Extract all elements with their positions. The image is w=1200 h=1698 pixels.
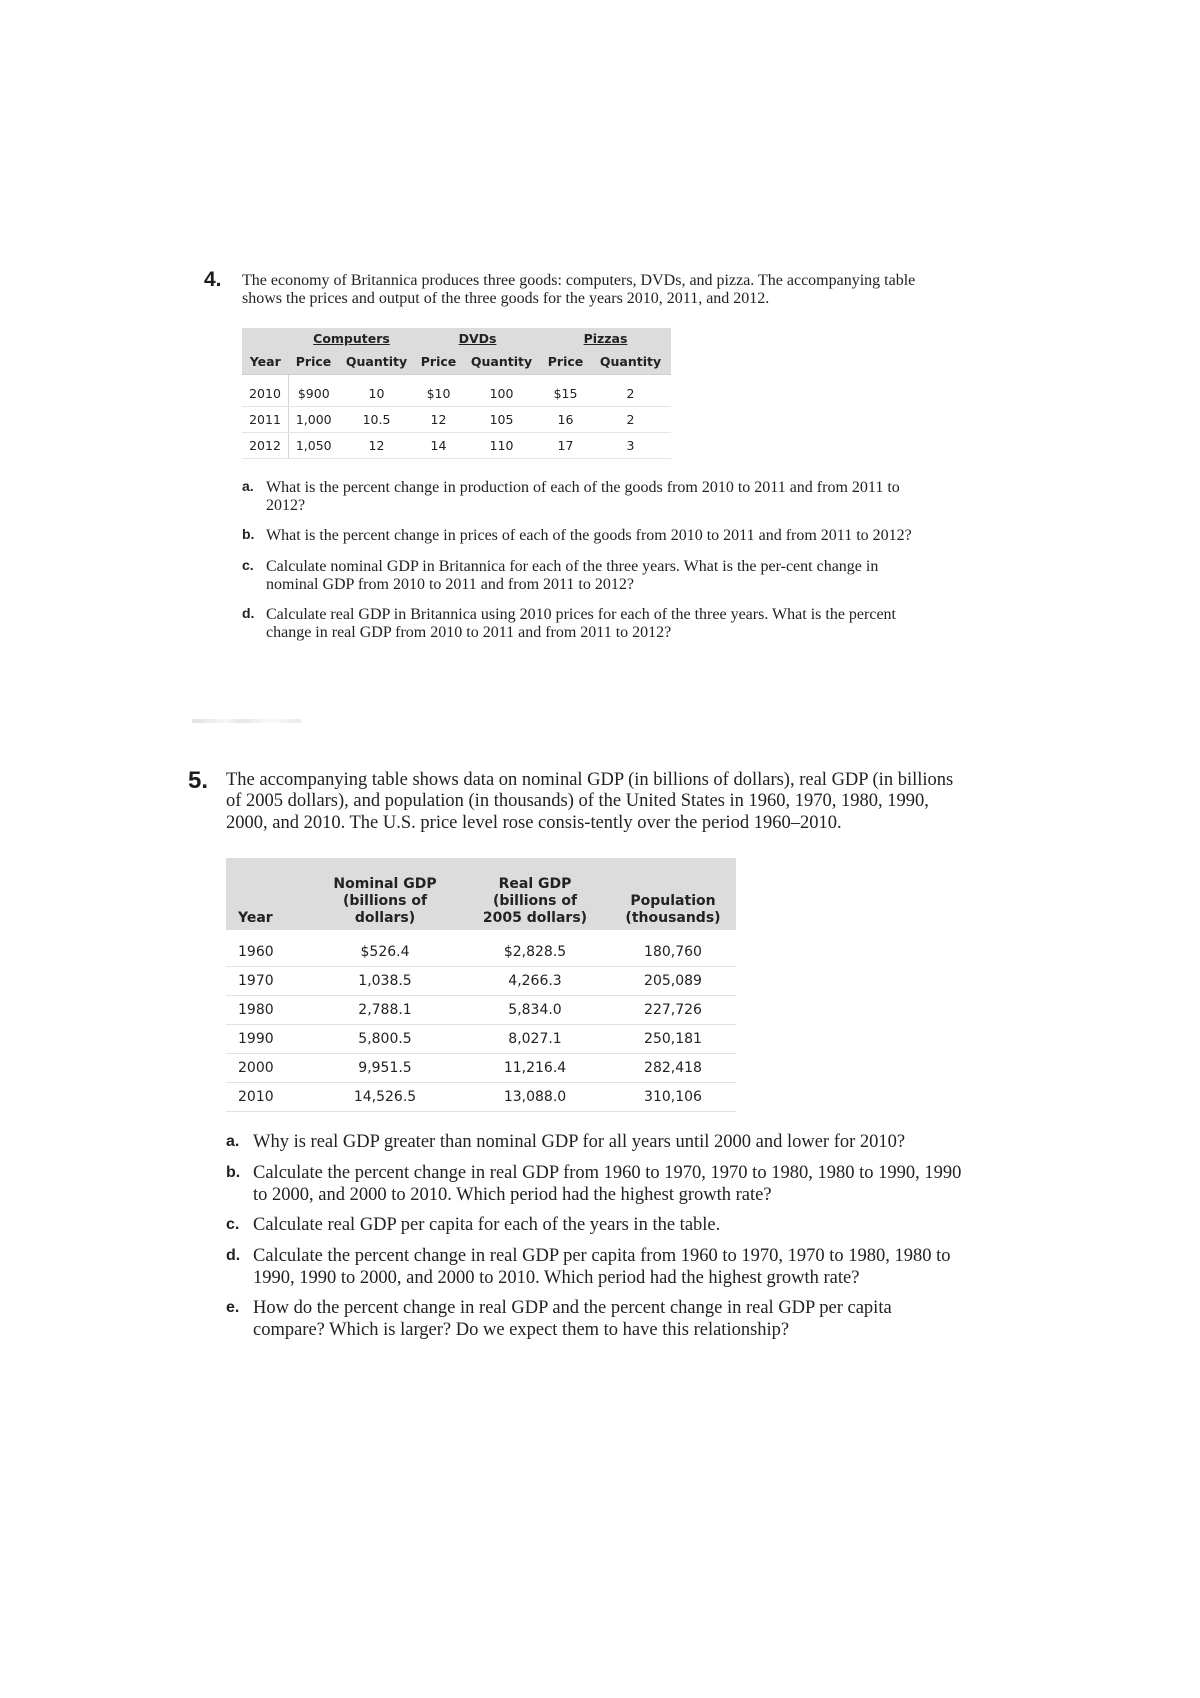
col-population — [610, 858, 736, 930]
col-price: Price — [541, 350, 591, 375]
question-item — [242, 479, 924, 515]
cell: 10 — [339, 374, 415, 406]
question-text: Calculate the percent change in real GDP from 1960 to 1970, 1970 to 1980, 1980 to 1990, 1990 to 2000, and 2000 to 2010. Which period had the highest growth rate? — [253, 1163, 962, 1205]
question-list — [226, 1132, 968, 1341]
table-row — [226, 967, 736, 996]
table-row — [242, 406, 671, 432]
question-label: a. — [226, 1133, 240, 1151]
question-text: What is the percent change in prices of each of the goods from 2010 to 2011 and from 2011 to 2012? — [266, 527, 912, 545]
question-label: b. — [226, 1164, 241, 1181]
cell: 1970 — [226, 967, 310, 996]
cell: 5,834.0 — [460, 996, 610, 1025]
cell: $10 — [415, 374, 463, 406]
cell: 105 — [463, 406, 541, 432]
header-line: Nominal GDP — [333, 875, 437, 892]
cell: 1,000 — [289, 406, 339, 432]
cell: 11,216.4 — [460, 1054, 610, 1083]
cell: 8,027.1 — [460, 1025, 610, 1054]
table-group-row — [242, 328, 671, 350]
question-label: c. — [242, 556, 254, 573]
cell: 9,951.5 — [310, 1054, 460, 1083]
question-item — [226, 1298, 968, 1341]
problem-4 — [204, 268, 924, 654]
question-item — [242, 558, 924, 594]
cell: 1960 — [226, 930, 310, 967]
question-item — [226, 1132, 968, 1154]
cell: 10.5 — [339, 406, 415, 432]
cell: 12 — [339, 432, 415, 458]
cell: 2010 — [226, 1083, 310, 1112]
cell: 16 — [541, 406, 591, 432]
cell: 2010 — [242, 374, 289, 406]
question-text: What is the percent change in production of each of the goods from 2010 to 2011 and from 2011 to 2012? — [266, 478, 900, 515]
cell: 14,526.5 — [310, 1083, 460, 1112]
question-item — [226, 1246, 968, 1289]
table-row — [242, 374, 671, 406]
scan-smudge — [192, 719, 302, 723]
cell: $900 — [289, 374, 339, 406]
cell: 2 — [591, 406, 671, 432]
cell: 17 — [541, 432, 591, 458]
col-quantity: Quantity — [463, 350, 541, 375]
table-row — [226, 1025, 736, 1054]
question-text: Calculate real GDP per capita for each of the years in the table. — [253, 1215, 721, 1236]
question-item — [226, 1215, 968, 1237]
col-quantity: Quantity — [339, 350, 415, 375]
cell: 227,726 — [610, 996, 736, 1025]
problem-intro: The accompanying table shows data on nominal GDP (in billions of dollars), real GDP (in billions of 2005 dollars), and population (in thousands) of the United States in 1960, 1970, 1980, 1990, 2000, and 2010. The U.S. price level rose consis-tently over the period 1960–2010. — [226, 770, 954, 833]
goods-table — [242, 328, 671, 459]
col-nominal-gdp — [310, 858, 460, 930]
cell: 12 — [415, 406, 463, 432]
cell: $526.4 — [310, 930, 460, 967]
table-row — [226, 930, 736, 967]
header-line: dollars) — [354, 909, 416, 926]
cell: 3 — [591, 432, 671, 458]
question-label: d. — [226, 1246, 241, 1264]
cell: 13,088.0 — [460, 1083, 610, 1112]
question-list — [242, 479, 924, 643]
table-row — [242, 432, 671, 458]
table-header-row — [226, 858, 736, 930]
cell: 2,788.1 — [310, 996, 460, 1025]
question-text: Why is real GDP greater than nominal GDP for all years until 2000 and lower for 2010? — [253, 1132, 906, 1153]
question-item — [242, 527, 924, 545]
cell: 4,266.3 — [460, 967, 610, 996]
question-text: Calculate nominal GDP in Britannica for each of the three years. What is the per-cent change in nominal GDP from 2010 to 2011 and from 2011 to 2012? — [266, 557, 879, 593]
problem-5 — [188, 767, 968, 1350]
gdp-table — [226, 858, 736, 1112]
cell: 2011 — [242, 406, 289, 432]
cell: 1,038.5 — [310, 967, 460, 996]
col-year: Year — [242, 350, 289, 375]
col-price: Price — [289, 350, 339, 375]
cell: 1980 — [226, 996, 310, 1025]
col-real-gdp — [460, 858, 610, 930]
cell: 5,800.5 — [310, 1025, 460, 1054]
question-label: c. — [226, 1216, 240, 1234]
cell: 310,106 — [610, 1083, 736, 1112]
header-line: (billions of — [492, 892, 578, 909]
question-text: Calculate real GDP in Britannica using 2010 prices for each of the three years. What is the percent change in real GDP from 2010 to 2011 and from 2011 to 2012? — [266, 605, 896, 642]
problem-number: 4. — [204, 268, 222, 291]
table-row — [226, 1054, 736, 1083]
header-line: 2005 dollars) — [482, 909, 588, 926]
table-row — [226, 1083, 736, 1112]
question-label: b. — [242, 526, 255, 543]
question-item — [226, 1163, 968, 1206]
cell: 1990 — [226, 1025, 310, 1054]
header-line: Real GDP — [498, 875, 572, 892]
group-computers: Computers — [313, 331, 390, 347]
cell: 100 — [463, 374, 541, 406]
problem-intro: The economy of Britannica produces three goods: computers, DVDs, and pizza. The accompanying table shows the prices and output of the three goods for the years 2010, 2011, and 2012. — [242, 272, 916, 307]
cell: $2,828.5 — [460, 930, 610, 967]
cell: $15 — [541, 374, 591, 406]
header-line: Year — [238, 909, 273, 926]
header-line: Population — [630, 892, 716, 909]
problem-number: 5. — [188, 767, 209, 794]
question-label: e. — [226, 1299, 240, 1317]
question-label: d. — [242, 604, 255, 621]
cell: 14 — [415, 432, 463, 458]
cell: 2012 — [242, 432, 289, 458]
cell: 180,760 — [610, 930, 736, 967]
col-year — [226, 858, 310, 930]
question-text: Calculate the percent change in real GDP per capita from 1960 to 1970, 1970 to 1980, 1980 to 1990, 1990 to 2000, and 2000 to 2010. Which period had the highest growth rate? — [253, 1245, 951, 1288]
question-label: a. — [242, 477, 254, 494]
question-item — [242, 606, 924, 642]
group-pizzas: Pizzas — [583, 331, 628, 347]
cell: 205,089 — [610, 967, 736, 996]
col-quantity: Quantity — [591, 350, 671, 375]
cell: 250,181 — [610, 1025, 736, 1054]
cell: 2000 — [226, 1054, 310, 1083]
table-header-row — [242, 350, 671, 375]
cell: 110 — [463, 432, 541, 458]
col-price: Price — [415, 350, 463, 375]
table-row — [226, 996, 736, 1025]
cell: 1,050 — [289, 432, 339, 458]
cell: 282,418 — [610, 1054, 736, 1083]
header-line: (billions of — [342, 892, 428, 909]
cell: 2 — [591, 374, 671, 406]
question-text: How do the percent change in real GDP and the percent change in real GDP per capita compare? Which is larger? Do we expect them to have this relationship? — [253, 1298, 892, 1340]
header-line: (thousands) — [625, 909, 721, 926]
group-dvds: DVDs — [458, 331, 497, 347]
